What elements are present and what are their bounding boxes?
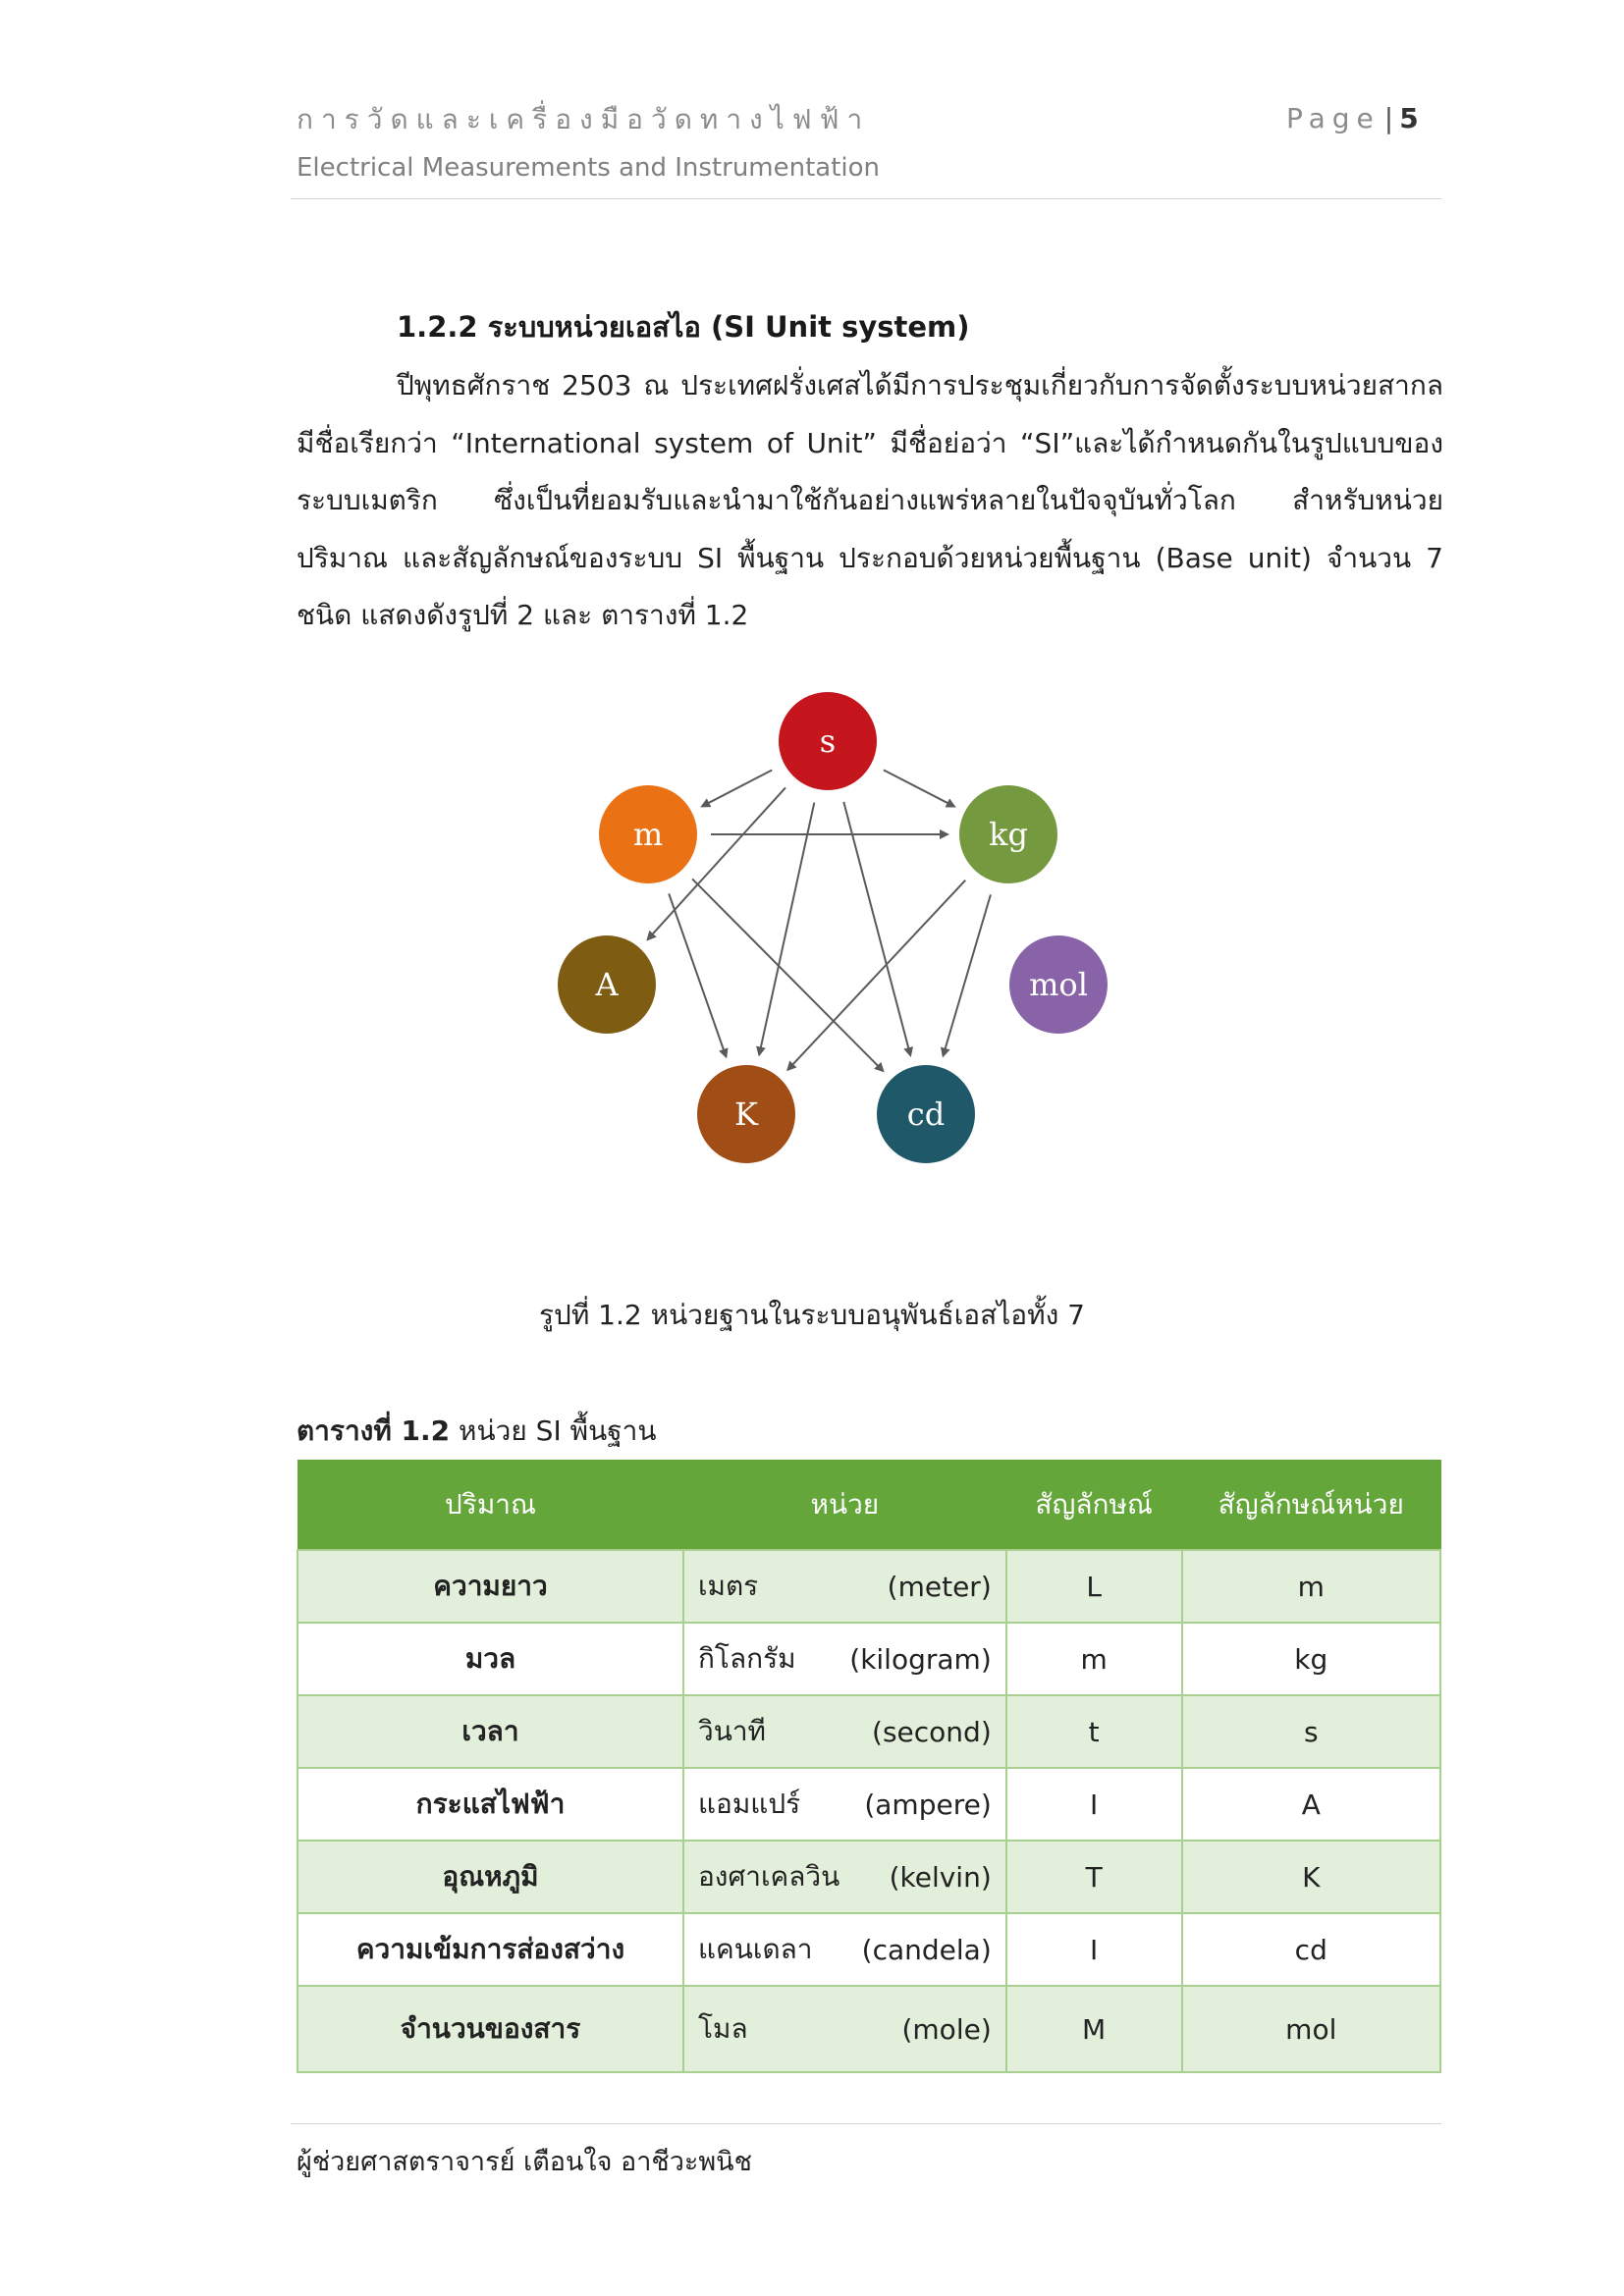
unit-label-K: K xyxy=(734,1095,758,1133)
si-base-units-diagram xyxy=(550,677,1119,1188)
unit-cell xyxy=(683,1986,1006,2072)
quantity-cell: อุณหภูมิ xyxy=(298,1841,683,1913)
table-caption-label: ตารางที่ 1.2 xyxy=(297,1415,451,1447)
header-symbol: สัญลักษณ์ xyxy=(1006,1461,1182,1551)
header-unit-symbol: สัญลักษณ์หน่วย xyxy=(1182,1461,1440,1551)
unit-english: (second) xyxy=(872,1715,992,1748)
unit-symbol-cell: m xyxy=(1182,1550,1440,1623)
body-paragraph xyxy=(297,357,1443,645)
header-quantity: ปริมาณ xyxy=(298,1461,683,1551)
figure-caption: รูปที่ 1.2 หน่วยฐานในระบบอนุพันธ์เอสไอทั้ง 7 xyxy=(539,1299,1085,1331)
unit-node-s xyxy=(779,692,877,790)
header-unit: หน่วย xyxy=(683,1461,1006,1551)
quantity-cell: มวล xyxy=(298,1623,683,1695)
unit-node-A xyxy=(558,935,656,1034)
unit-cell xyxy=(683,1550,1006,1623)
running-header-thai: การวัดและเครื่องมือวัดทางไฟฟ้า xyxy=(297,103,871,135)
table-row xyxy=(298,1623,1440,1695)
unit-cell xyxy=(683,1841,1006,1913)
table-row xyxy=(298,1913,1440,1986)
section-heading: 1.2.2 ระบบหน่วยเอสไอ (SI Unit system) xyxy=(397,310,970,344)
arrow-s-to-m xyxy=(702,770,772,806)
arrow-layer xyxy=(648,770,991,1071)
unit-symbol-cell: mol xyxy=(1182,1986,1440,2072)
unit-symbol-cell: cd xyxy=(1182,1913,1440,1986)
arrow-s-to-kg xyxy=(884,770,954,806)
table-row xyxy=(298,1550,1440,1623)
page-number-block xyxy=(1286,102,1419,134)
unit-label-cd: cd xyxy=(906,1095,946,1133)
arrow-m-to-K xyxy=(669,893,726,1056)
table-row xyxy=(298,1768,1440,1841)
symbol-cell: I xyxy=(1006,1768,1182,1841)
unit-cell xyxy=(683,1913,1006,1986)
unit-node-m xyxy=(599,785,697,883)
unit-node-K xyxy=(697,1065,795,1163)
si-units-table xyxy=(297,1460,1441,2073)
unit-node-mol xyxy=(1009,935,1108,1034)
unit-thai: กิโลกรัม xyxy=(697,1642,796,1675)
unit-english: (kelvin) xyxy=(889,1860,992,1894)
arrow-kg-to-K xyxy=(787,881,965,1070)
symbol-cell: t xyxy=(1006,1695,1182,1768)
unit-thai: แคนเดลา xyxy=(697,1933,813,1965)
arrow-s-to-K xyxy=(759,803,814,1055)
unit-node-kg xyxy=(959,785,1057,883)
footer-author: ผู้ช่วยศาสตราจารย์ เตือนใจ อาชีวะพนิช xyxy=(297,2147,752,2177)
unit-symbol-cell: s xyxy=(1182,1695,1440,1768)
unit-symbol-cell: kg xyxy=(1182,1623,1440,1695)
unit-label-mol: mol xyxy=(1029,966,1088,1003)
page-separator: | xyxy=(1383,102,1394,134)
unit-thai: แอมแปร์ xyxy=(697,1788,801,1820)
unit-thai: วินาที xyxy=(697,1715,767,1747)
table-row xyxy=(298,1695,1440,1768)
unit-label-m: m xyxy=(632,816,664,853)
unit-english: (candela) xyxy=(861,1933,992,1966)
table-caption xyxy=(297,1410,657,1453)
unit-thai: เมตร xyxy=(697,1570,759,1602)
unit-node-cd xyxy=(877,1065,975,1163)
quantity-cell: กระแสไฟฟ้า xyxy=(298,1768,683,1841)
symbol-cell: T xyxy=(1006,1841,1182,1913)
unit-thai: โมล xyxy=(697,2012,748,2045)
unit-label-s: s xyxy=(819,722,837,760)
node-layer xyxy=(558,692,1108,1163)
table-row xyxy=(298,1986,1440,2072)
unit-cell xyxy=(683,1695,1006,1768)
header-divider xyxy=(291,198,1441,199)
table-header-row xyxy=(298,1461,1440,1551)
table-caption-text: หน่วย SI พื้นฐาน xyxy=(450,1415,657,1447)
quantity-cell: จำนวนของสาร xyxy=(298,1986,683,2072)
unit-english: (kilogram) xyxy=(849,1642,992,1676)
unit-english: (mole) xyxy=(901,2012,992,2046)
unit-thai: องศาเคลวิน xyxy=(697,1860,840,1893)
unit-english: (meter) xyxy=(887,1570,992,1603)
quantity-cell: ความยาว xyxy=(298,1550,683,1623)
symbol-cell: I xyxy=(1006,1913,1182,1986)
quantity-cell: ความเข้มการส่องสว่าง xyxy=(298,1913,683,1986)
unit-english: (ampere) xyxy=(864,1788,992,1821)
page-number: 5 xyxy=(1399,102,1419,134)
symbol-cell: M xyxy=(1006,1986,1182,2072)
arrow-s-to-cd xyxy=(843,802,910,1055)
page-label: Page xyxy=(1286,102,1380,134)
symbol-cell: L xyxy=(1006,1550,1182,1623)
unit-symbol-cell: A xyxy=(1182,1768,1440,1841)
unit-label-kg: kg xyxy=(989,816,1028,853)
running-header-english: Electrical Measurements and Instrumentation xyxy=(297,153,881,183)
table-row xyxy=(298,1841,1440,1913)
unit-cell xyxy=(683,1768,1006,1841)
footer-divider xyxy=(291,2123,1441,2124)
quantity-cell: เวลา xyxy=(298,1695,683,1768)
symbol-cell: m xyxy=(1006,1623,1182,1695)
unit-cell xyxy=(683,1623,1006,1695)
paragraph-text: ปีพุทธศักราช 2503 ณ ประเทศฝรั่งเศสได้มีการประชุมเกี่ยวกับการจัดตั้งระบบหน่วยสากลมีชื่อเรียกว่า “International system of Unit” มีชื่อย่อว่า “SI”และได้กำหนดกันในรูปแบบของระบบเมตริก ซึ่งเป็นที่ยอมรับและนำมาใช้กันอย่างแพร่หลายในปัจจุบันทั่วโลก สำหรับหน่วย ปริมาณ และสัญลักษณ์ของระบบ SI พื้นฐาน ประกอบด้วยหน่วยพื้นฐาน (Base unit) จำนวน 7 ชนิด แสดงดังรูปที่ 2 และ ตารางที่ 1.2 xyxy=(297,369,1443,631)
arrow-kg-to-cd xyxy=(944,894,991,1055)
unit-symbol-cell: K xyxy=(1182,1841,1440,1913)
unit-label-A: A xyxy=(595,966,619,1003)
